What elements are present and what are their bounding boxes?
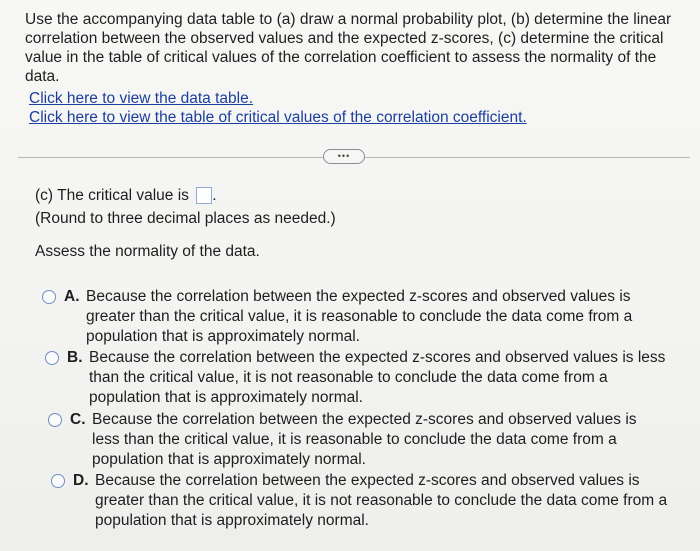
option-d[interactable] (51, 471, 668, 531)
option-c-text: Because the correlation between the expected z-scores and observed values is less than the critical value, it is reasonable to conclude the data come from a population that is approximately normal. (92, 411, 637, 468)
option-d-letter: D. (73, 472, 89, 489)
option-c-letter: C. (70, 411, 86, 428)
radio-c-icon[interactable] (48, 413, 62, 427)
expand-more-button[interactable]: ••• (323, 149, 365, 164)
radio-b-icon[interactable] (45, 351, 59, 365)
option-d-text: Because the correlation between the expected z-scores and observed values is greater than the critical value, it is not reasonable to conclude the data come from a population that is approximately normal. (95, 472, 668, 529)
assess-prompt: Assess the normality of the data. (35, 243, 260, 260)
links-block (29, 89, 527, 127)
option-a[interactable] (42, 287, 667, 347)
option-c[interactable] (48, 410, 668, 470)
part-c-label: (c) The critical value is (35, 187, 189, 204)
round-note: (Round to three decimal places as needed.) (35, 210, 336, 227)
option-a-letter: A. (64, 288, 80, 305)
part-c-line (35, 186, 217, 205)
critical-value-input[interactable] (196, 187, 212, 204)
radio-d-icon[interactable] (51, 474, 65, 488)
part-c-period: . (212, 187, 217, 204)
data-table-link[interactable]: Click here to view the data table. (29, 90, 254, 107)
question-text: Use the accompanying data table to (a) draw a normal probability plot, (b) determine the linear correlation between the observed values and the expected z-scores, (c) determine the critical value in the table of critical values of the correlation coefficient to assess the normality of the data. (25, 11, 672, 85)
radio-a-icon[interactable] (42, 290, 56, 304)
option-a-text: Because the correlation between the expected z-scores and observed values is greater than the critical value, it is reasonable to conclude the data come from a population that is approximately normal. (86, 288, 633, 345)
option-b[interactable] (45, 348, 667, 408)
option-b-text: Because the correlation between the expected z-scores and observed values is less than the critical value, it is not reasonable to conclude the data come from a population that is approximately normal. (89, 349, 666, 406)
critical-values-link[interactable]: Click here to view the table of critical values of the correlation coefficient. (29, 109, 527, 126)
option-b-letter: B. (67, 349, 83, 366)
